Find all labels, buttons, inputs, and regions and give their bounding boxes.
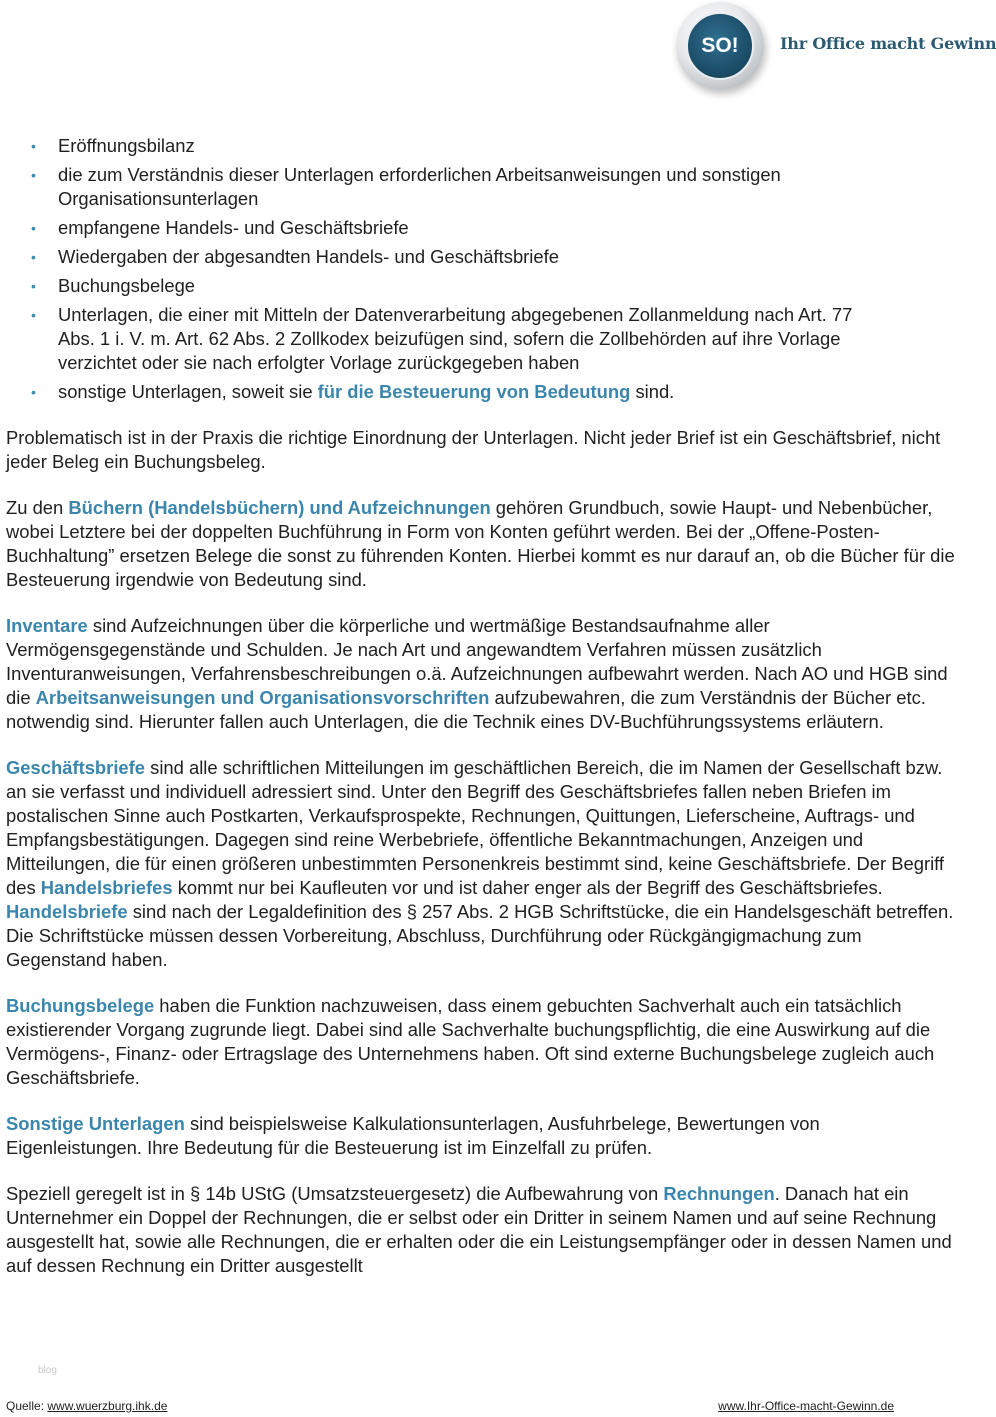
bullet-icon: • [31,220,36,236]
highlight: Büchern (Handelsbüchern) und Aufzeichnungen [68,497,491,518]
bullet-icon: • [31,384,36,400]
site-link[interactable]: www.Ihr-Office-macht-Gewinn.de [718,1399,894,1413]
paragraph-sonstige: Sonstige Unterlagen sind beispielsweise Kalkulationsunterlagen, Ausfuhrbelege, Bewertungen von Eigenleistungen. Ihre Bedeutung für die Besteuerung ist im Einzelfall zu prüfen. [6,1113,820,1158]
highlight: Geschäftsbriefe [6,757,146,778]
paragraph-inventare: Inventare sind Aufzeichnungen über die körperliche und wertmäßige Bestandsaufnahme aller Vermögensgegenstände und Schulden. Je nach Art und angewandtem Verfahren müssen zusätzlich Inventuranweisungen, Verfahrensbeschreibungen o.ä. Aufzeichnungen aufbewahrt werden. Nach AO und HGB sind die Arbeitsanweisungen und Organisationsvorschriften aufzubewahren, die zum Verständnis der Bücher etc. notwendig sind. Hierunter fallen auch Unterlagen, die die Technik eines DV-Buchführungssystems erläutern. [6,615,948,732]
list-item: • Eröffnungsbilanz [31,135,195,156]
bullet-icon: • [31,138,36,154]
paragraph-buecher: Zu den Büchern (Handelsbüchern) und Aufzeichnungen gehören Grundbuch, sowie Haupt- und Nebenbücher, wobei Letztere bei der doppelten Buchführung in Form von Konten geführt werden. Bei der „Offene-Posten-Buchhaltung” ersetzen Belege die sonst zu führenden Konten. Hierbei kommt es nur darauf an, ob die Bücher für die Besteuerung irgendwie von Bedeutung sind. [6,497,955,590]
list-item: • sonstige Unterlagen, soweit sie für die Besteuerung von Bedeutung sind. [31,381,675,402]
logo-badge [676,2,764,90]
watermark: blog [38,1365,57,1376]
highlight: Handelsbriefe [6,901,128,922]
logo-badge-text: SO! [701,34,739,57]
paragraph-buchungsbelege: Buchungsbelege haben die Funktion nachzuweisen, dass einem gebuchten Sachverhalt auch ein tatsächlich existierender Vorgang zugrunde liegt. Dabei sind alle Sachverhalte buchungspflichtig, die eine Auswirkung auf die Vermögens-, Finanz- oder Ertragslage des Unternehmens haben. Oft sind externe Buchungsbelege zugleich auch Geschäftsbriefe. [6,995,935,1088]
source-link[interactable]: www.wuerzburg.ihk.de [47,1399,168,1413]
header-logo [0,0,996,100]
highlight: Rechnungen [663,1183,775,1204]
list-item: • die zum Verständnis dieser Unterlagen erforderlichen Arbeitsanweisungen und sonstigen Organisationsunterlagen [31,164,781,209]
highlight: Handelsbriefes [40,877,173,898]
list-item: • Unterlagen, die einer mit Mitteln der Datenverarbeitung abgegebenen Zollanmeldung nach Art. 77 Abs. 1 i. V. m. Art. 62 Abs. 2 Zollkodex beizufügen sind, sofern die Zollbehörden auf ihre Vorlage verzichtet oder sie nach erfolgter Vorlage zurückgegeben haben [31,304,853,373]
highlight: Inventare [6,615,88,636]
bullet-icon: • [31,249,36,265]
paragraph-geschaeftsbriefe: Geschäftsbriefe sind alle schriftlichen Mitteilungen im geschäftlichen Bereich, die im Namen der Gesellschaft bzw. an sie verfasst und individuell adressiert sind. Unter den Begriff des Geschäftsbriefes fallen neben Briefen im postalischen Sinne auch Postkarten, Verkaufsprospekte, Rechnungen, Quittungen, Lieferscheine, Auftrags- und Empfangsbestätigungen. Dagegen sind reine Werbebriefe, öffentliche Bekanntmachungen, Anzeigen und Mitteilungen, die für einen größeren unbestimmten Personenkreis bestimmt sind, keine Geschäftsbriefe. Der Begriff des Handelsbriefes kommt nur bei Kaufleuten vor und ist daher enger als der Begriff des Geschäftsbriefes. Handelsbriefe sind nach der Legaldefinition des § 257 Abs. 2 HGB Schriftstücke, die ein Handelsgeschäft betreffen. Die Schriftstücke müssen dessen Vorbereitung, Abschluss, Durchführung oder Rückgängigmachung zum Gegenstand haben. [6,757,954,970]
list-item: • Wiedergaben der abgesandten Handels- und Geschäftsbriefe [31,246,559,267]
footer-source: Quelle: www.wuerzburg.ihk.de [6,1399,168,1413]
list-item: • Buchungsbelege [31,275,196,296]
footer-site [718,1399,894,1413]
logo-tagline: Ihr Office macht Gewinn [780,34,996,53]
highlight: für die Besteuerung von Bedeutung [317,381,631,402]
highlight: Arbeitsanweisungen und Organisationsvorschriften [35,687,490,708]
document-body [6,134,956,1300]
bullet-icon: • [31,167,36,183]
list-item: • empfangene Handels- und Geschäftsbriefe [31,217,409,238]
highlight: Buchungsbelege [6,995,155,1016]
logo-badge-inner [686,12,754,80]
bullet-list [6,134,956,404]
bullet-icon: • [31,278,36,294]
paragraph-problematik: Problematisch ist in der Praxis die richtige Einordnung der Unterlagen. Nicht jeder Brief ist ein Geschäftsbrief, nicht jeder Beleg ein Buchungsbeleg. [6,427,941,472]
highlight: Sonstige Unterlagen [6,1113,185,1134]
bullet-icon: • [31,307,36,323]
paragraph-rechnungen: Speziell geregelt ist in § 14b UStG (Umsatzsteuergesetz) die Aufbewahrung von Rechnungen. Danach hat ein Unternehmer ein Doppel der Rechnungen, die er selbst oder ein Dritter in seinem Namen und auf seine Rechnung ausgestellt hat, sowie alle Rechnungen, die er erhalten oder die ein Leistungsempfänger oder in dessen Namen und auf dessen Rechnung ein Dritter ausgestellt [6,1183,952,1276]
